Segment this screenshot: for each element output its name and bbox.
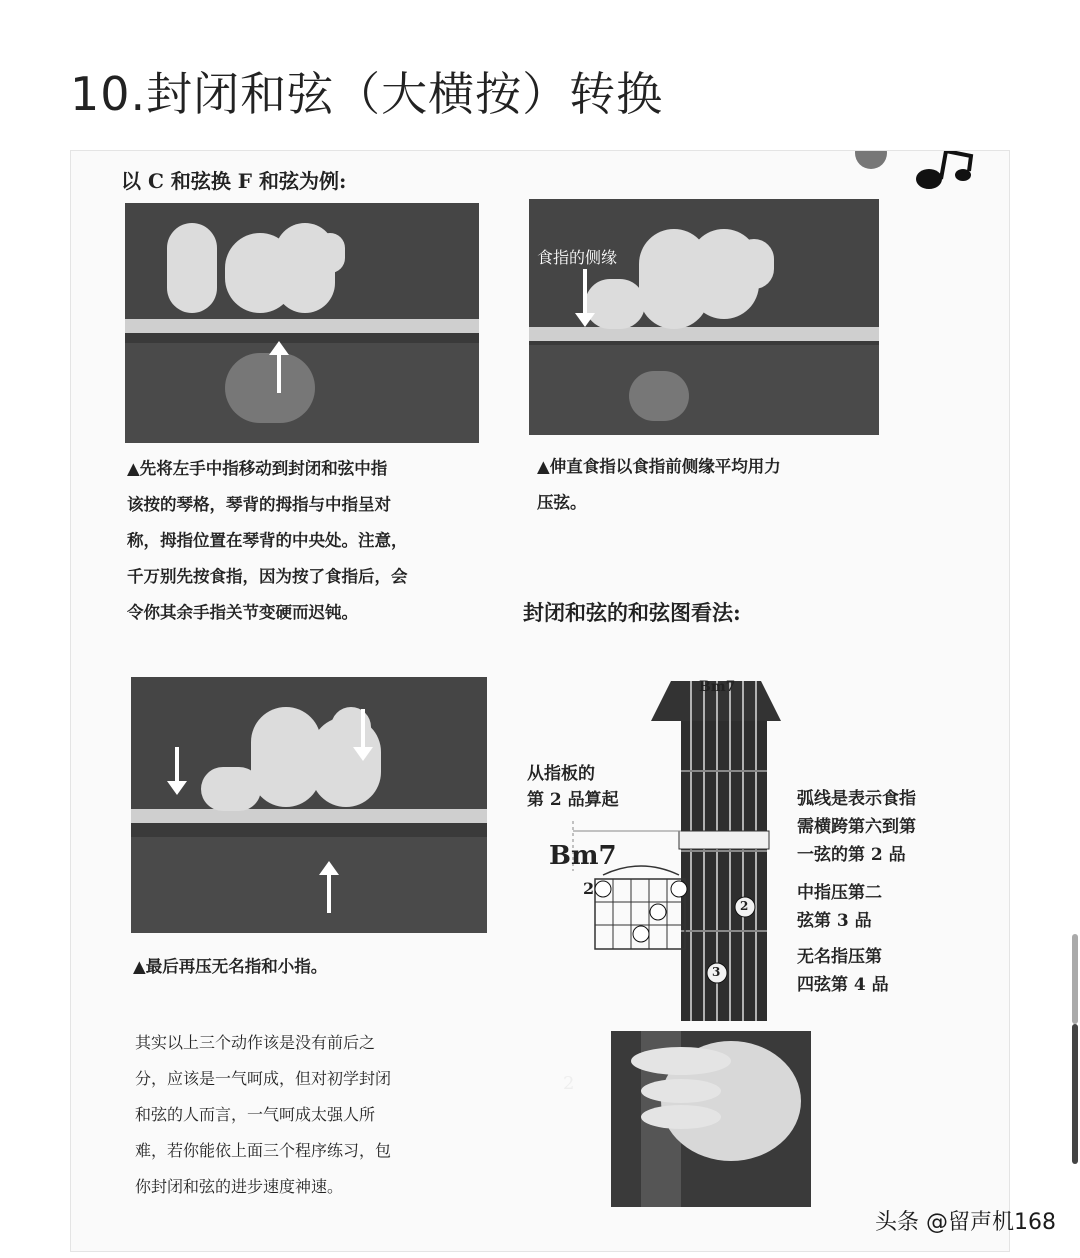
from-fret-note: 从指板的 第 2 品算起 [527, 764, 619, 810]
arrow-up-icon [327, 873, 331, 913]
arrow-down-icon [583, 269, 587, 315]
neck-marker-3: 3 [712, 965, 721, 979]
arc-note: 弧线是表示食指 需横跨第六到第 一弦的第 2 品 [797, 789, 916, 865]
fret-start-label: 2 [583, 879, 595, 898]
summary-paragraph: 其实以上三个动作该是没有前后之 分，应该是一气呵成，但对初学封闭 和弦的人而言，一气呵成太强人所 难，若你能依上面三个程序练习，包 你封闭和弦的进步速度神速。 [135, 1033, 392, 1196]
small-chord-name: Bm7 [549, 841, 617, 871]
arrow-down-icon [361, 709, 365, 749]
photo-middle-finger [125, 203, 479, 443]
chord-section-title: 封闭和弦的和弦图看法: [523, 600, 741, 625]
watermark: 头条 @留声机168 [875, 1210, 1056, 1235]
scrollbar-track[interactable] [1072, 1024, 1078, 1164]
scrollbar-thumb[interactable] [1072, 934, 1078, 1024]
page-title: 10.封闭和弦（大横按）转换 [70, 67, 664, 121]
photo1-caption: ▲先将左手中指移动到封闭和弦中指 该按的琴格，琴背的拇指与中指呈对 称，拇指位置在琴背的中央处。注意， 千万别先按食指，因为按了食指后，会 令你其余手指关节变硬而迟钝。 [127, 459, 408, 622]
music-note-icon [851, 151, 981, 201]
scanned-page-image [70, 150, 1010, 1252]
ring-finger-note: 无名指压第 四弦第 4 品 [797, 947, 889, 995]
photo-index-finger [529, 199, 879, 435]
bm7-neck-diagram [511, 671, 971, 1211]
index-side-label: 食指的侧缘 [537, 248, 618, 267]
middle-finger-note: 中指压第二 弦第 3 品 [797, 883, 882, 931]
neck-chord-label: Bm7 [699, 679, 736, 695]
arrow-up-icon [277, 353, 281, 393]
intro-text: 以 C 和弦换 F 和弦为例: [121, 169, 347, 193]
photo3-caption: ▲最后再压无名指和小指。 [133, 957, 328, 976]
hand-fret-label: 2 [563, 1073, 575, 1094]
photo2-caption: ▲伸直食指以食指前侧缘平均用力 压弦。 [537, 457, 781, 512]
arrow-down-icon [175, 747, 179, 783]
photo-ring-pinky [131, 677, 487, 933]
neck-marker-2: 2 [740, 899, 749, 913]
